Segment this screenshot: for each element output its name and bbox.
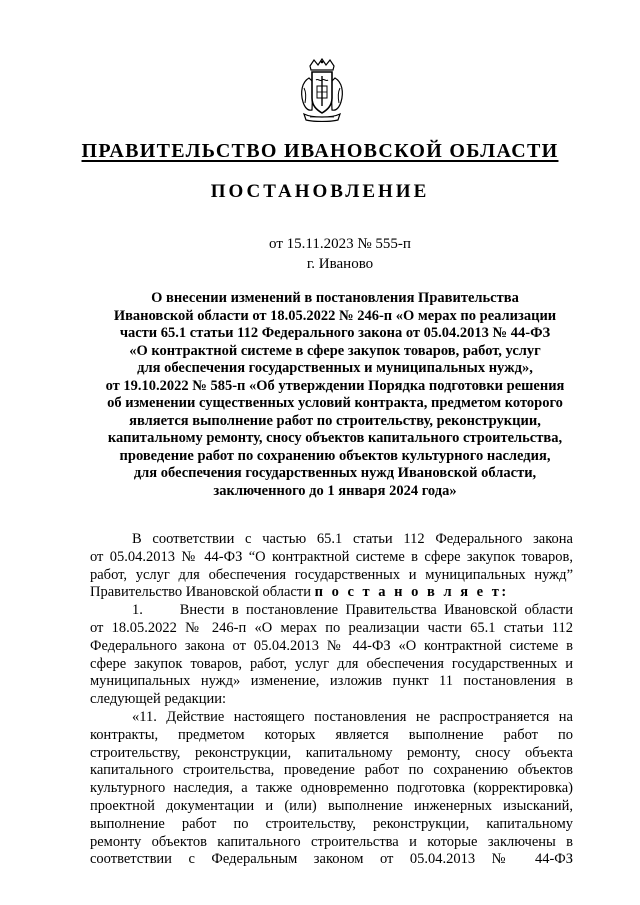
- body-line: «11. Действие настоящего постановления не распространяется на: [132, 708, 573, 725]
- coat-of-arms-icon: [296, 58, 348, 122]
- heading-line: части 65.1 статьи 112 Федерального закона от 05.04.2013 № 44-ФЗ: [119, 325, 551, 341]
- heading-line: является выполнение работ по строительству, реконструкции,: [129, 412, 541, 429]
- body-line: контракты, предметом которых является выполнение работ по: [90, 726, 573, 743]
- body-line: сфере закупок товаров, работ, услуг для обеспечения государственных и: [90, 655, 573, 672]
- body-line: строительству, реконструкции, капитальному ремонту, сносу объекта: [90, 744, 573, 761]
- document-heading: [85, 290, 585, 500]
- body-line: работ, услуг для обеспечения государственных и муниципальных нужд”: [90, 566, 573, 583]
- body-line: соответствии с Федеральным законом от 05.04.2013 № 44-ФЗ: [90, 851, 573, 868]
- document-city: г. Иваново: [306, 256, 374, 272]
- document-type: ПОСТАНОВЛЕНИЕ: [210, 181, 430, 202]
- body-line: [90, 584, 573, 602]
- organization-title: ПРАВИТЕЛЬСТВО ИВАНОВСКОЙ ОБЛАСТИ: [81, 140, 559, 162]
- body-line: от 18.05.2022 № 246-п «О мерах по реализации части 65.1 статьи 112: [90, 619, 573, 636]
- body-line: культурного наследия, а также одновременно подготовка (корректировка): [90, 780, 573, 797]
- body-line: проектной документации и (или) выполнение инженерных изысканий,: [90, 797, 573, 814]
- heading-line: об изменении существенных условий контракта, предметом которого: [107, 395, 563, 411]
- body-line-text: Правительство Ивановской области: [90, 584, 315, 601]
- heading-line: О внесении изменений в постановления Правительства: [151, 290, 519, 306]
- heading-line: от 19.10.2022 № 585-п «Об утверждении Порядка подготовки решения: [105, 377, 565, 394]
- body-line: ремонту объектов капитального строительства и которые заключены в: [90, 833, 573, 850]
- heading-line: для обеспечения государственных нужд Ивановской области,: [133, 465, 537, 481]
- body-line: 1. Внести в постановление Правительства Ивановской области: [132, 602, 573, 619]
- resolves-emphasis: п о с т а н о в л я е т:: [314, 584, 509, 601]
- body-line: от 05.04.2013 № 44-ФЗ “О контрактной системе в сфере закупок товаров,: [90, 548, 573, 565]
- heading-line: Ивановской области от 18.05.2022 № 246-п «О мерах по реализации: [113, 307, 557, 324]
- heading-line: для обеспечения государственных и муниципальных нужд»,: [137, 360, 533, 376]
- document-body: [90, 531, 573, 869]
- heading-line: капитальному ремонту, сносу объектов капитального строительства,: [107, 430, 563, 446]
- heading-line: «О контрактной системе в сфере закупок товаров, работ, услуг: [129, 342, 541, 359]
- heading-line: заключенного до 1 января 2024 года»: [213, 482, 457, 499]
- body-line: следующей редакции:: [90, 691, 227, 708]
- heading-line: проведение работ по сохранению объектов культурного наследия,: [119, 447, 551, 464]
- body-line: В соответствии с частью 65.1 статьи 112 Федерального закона: [132, 531, 573, 547]
- body-line: выполнение работ по строительству, реконструкции, капитальному: [90, 815, 573, 832]
- body-line: Федерального закона от 05.04.2013 № 44-ФЗ «О контрактной системе в: [90, 637, 573, 654]
- body-line: муниципальных нужд» изменение, изложив пункт 11 постановления в: [90, 673, 573, 690]
- document-date-number: от 15.11.2023 № 555-п: [269, 236, 411, 252]
- body-line: капитального строительства, проведение работ по сохранению объектов: [90, 762, 573, 779]
